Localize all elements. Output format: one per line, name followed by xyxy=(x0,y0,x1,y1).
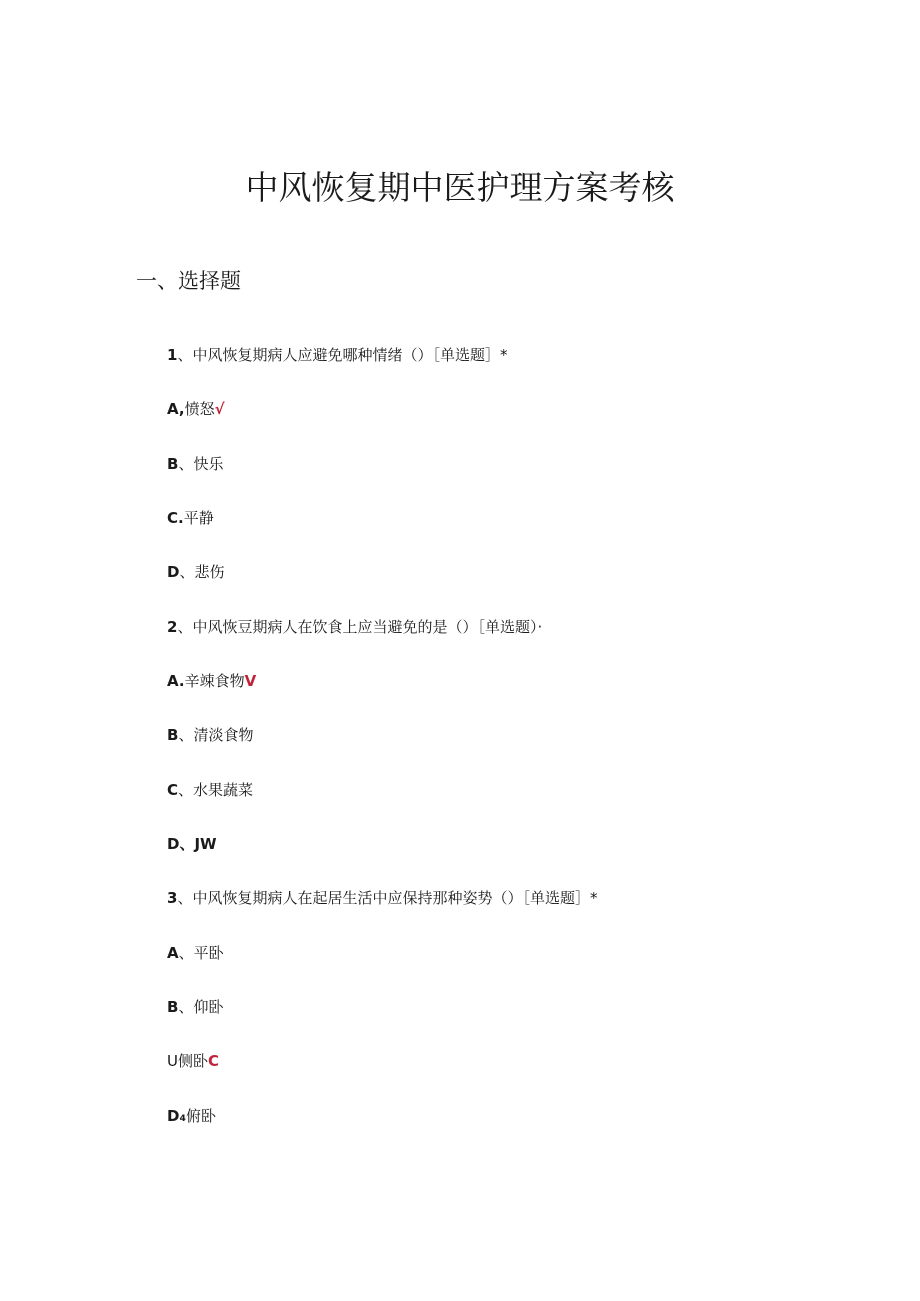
question-number: 1 xyxy=(167,346,178,364)
option-label: D xyxy=(167,835,180,853)
question-2 xyxy=(167,616,542,638)
q1-option-a xyxy=(167,398,225,420)
option-label: D xyxy=(167,563,180,581)
q1-option-d xyxy=(167,561,224,583)
q2-option-d xyxy=(167,833,217,855)
option-label: A xyxy=(167,944,179,962)
option-text: 愤怒 xyxy=(184,400,215,418)
option-label: C xyxy=(167,781,179,799)
question-text: 、中风恢复期病人在起居生活中应保持那种姿势（）［单选题］* xyxy=(177,889,598,907)
option-text: 、仰卧 xyxy=(178,998,224,1016)
answer-mark: √ xyxy=(214,400,225,418)
option-label: D₄ xyxy=(167,1107,187,1125)
option-text: 侧卧 xyxy=(177,1052,208,1070)
option-label: B xyxy=(167,726,179,744)
option-text: 、水果蔬菜 xyxy=(178,781,254,799)
option-label: A. xyxy=(167,672,185,690)
q1-option-b xyxy=(167,453,223,475)
option-text: 、JW xyxy=(179,835,217,853)
question-number: 3 xyxy=(167,889,178,907)
option-text: 、清淡食物 xyxy=(178,726,254,744)
section-heading: 一、选择题 xyxy=(136,269,241,293)
option-label: C. xyxy=(167,509,184,527)
q3-option-a xyxy=(167,942,224,964)
option-text: 、平卧 xyxy=(178,944,224,962)
option-label: B xyxy=(167,455,179,473)
option-text: 俯卧 xyxy=(186,1107,217,1125)
option-text: 辛竦食物 xyxy=(184,672,245,690)
q1-option-c xyxy=(167,507,214,529)
question-text: 、中风恢豆期病人在饮食上应当避免的是（）［单选题）· xyxy=(177,618,543,636)
q3-option-c xyxy=(167,1050,219,1072)
answer-mark: C xyxy=(208,1052,220,1070)
q2-option-b xyxy=(167,724,253,746)
option-text: 平静 xyxy=(183,509,214,527)
question-text: 、中风恢复期病人应避免哪种情绪（）［单选题］* xyxy=(177,346,508,364)
question-number: 2 xyxy=(167,618,178,636)
answer-mark: V xyxy=(244,672,257,690)
q3-option-d xyxy=(167,1105,216,1127)
option-text: 、快乐 xyxy=(178,455,224,473)
option-label: B xyxy=(167,998,179,1016)
option-text: 、悲伤 xyxy=(179,563,225,581)
q3-option-b xyxy=(167,996,223,1018)
q2-option-a xyxy=(167,670,256,692)
option-label: A, xyxy=(167,400,185,418)
document-title: 中风恢复期中医护理方案考核 xyxy=(245,168,675,207)
q2-option-c xyxy=(167,779,253,801)
question-1 xyxy=(167,344,507,366)
option-label: U xyxy=(167,1052,178,1070)
question-3 xyxy=(167,887,597,909)
